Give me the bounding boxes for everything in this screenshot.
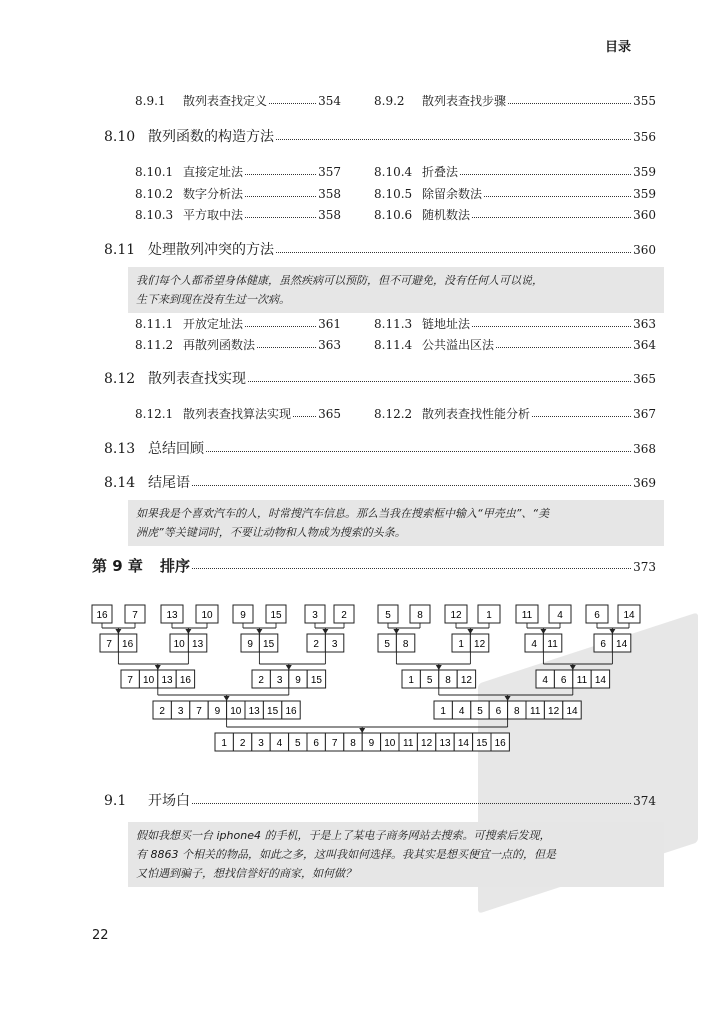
merge-group-l0-6: [305, 605, 325, 623]
array-cell-value: 5: [426, 675, 433, 686]
chapter-note: 我们每个人都希望身体健康，虽然疾病可以预防，但不可避免，没有任何人可以说， 生下来到现在没有生过一次病。: [128, 267, 664, 313]
array-cell-value: 14: [457, 738, 469, 749]
array-cell-value: 10: [384, 738, 396, 749]
toc-entry-8-11-1[interactable]: 8.11.1 开放定址法 361: [135, 317, 341, 331]
toc-entry-8-12-1[interactable]: 8.12.1 散列表查找算法实现 365: [135, 407, 341, 421]
array-cell-value: 2: [258, 675, 264, 686]
array-cell-value: 11: [521, 610, 533, 621]
toc-entry-8-10[interactable]: 8.10 散列函数的构造方法 356: [104, 129, 656, 145]
array-cell-value: 2: [239, 738, 246, 749]
arrow-head: [256, 629, 262, 634]
array-cell-value: 7: [106, 639, 112, 650]
array-cell-value: 9: [247, 639, 253, 650]
array-cell-value: 12: [450, 610, 462, 621]
array-cell-value: 16: [96, 610, 108, 621]
merge-group-l0-12: [516, 605, 538, 623]
array-cell-value: 8: [417, 610, 423, 621]
chapter-note: 假如我想买一台 iphone4 的手机，于是上了某电子商务网站去搜索。可搜索后发现， 有 8863 个相关的物品，如此之多，这叫我如何选择。我其实是想买便宜一点的，但是 又怕遇到骗子，想找信誉好的商家，如何做？: [128, 822, 664, 887]
chapter-note: 如果我是个喜欢汽车的人，时常搜汽车信息。那么当我在搜索框中输入“甲壳虫”、“美 洲虎”等关键词时，不要让动物和人物成为搜索的头条。: [128, 500, 664, 546]
merge-group-l4-0: [215, 733, 509, 751]
merge-group-l2-2: [402, 670, 476, 688]
array-cell-value: 4: [557, 610, 563, 621]
array-cell-value: 7: [132, 610, 138, 621]
array-cell-value: 12: [421, 738, 433, 749]
array-cell-value: 8: [402, 639, 409, 650]
merge-group-l2-0: [121, 670, 195, 688]
merge-group-l1-2: [241, 634, 278, 652]
merge-group-l3-0: [153, 701, 300, 719]
array-cell-value: 15: [310, 675, 322, 686]
merge-group-l0-3: [196, 605, 218, 623]
array-cell-value: 15: [476, 738, 488, 749]
array-cell-value: 11: [547, 639, 558, 650]
toc-entry-8-9-1[interactable]: 8.9.1 散列表查找定义 354: [135, 94, 341, 108]
array-cell-value: 13: [439, 738, 451, 749]
array-cell-value: 5: [384, 639, 390, 650]
array-cell-value: 3: [331, 639, 338, 650]
toc-entry-8-10-5[interactable]: 8.10.5 除留余数法 359: [374, 187, 656, 201]
array-cell-value: 14: [594, 675, 606, 686]
toc-entry-8-10-6[interactable]: 8.10.6 随机数法 360: [374, 208, 656, 222]
merge-group-l2-3: [536, 670, 610, 688]
array-cell-value: 6: [495, 706, 502, 717]
arrow-head: [609, 629, 615, 634]
array-cell-value: 10: [201, 610, 213, 621]
merge-group-l0-9: [410, 605, 430, 623]
arrow-head: [436, 665, 442, 670]
array-cell-value: 8: [445, 675, 451, 686]
array-cell-value: 6: [600, 639, 606, 650]
array-cell-value: 1: [221, 738, 227, 749]
array-cell-value: 5: [477, 706, 483, 717]
toc-entry-8-10-1[interactable]: 8.10.1 直接定址法 357: [135, 165, 341, 179]
array-cell-value: 7: [127, 675, 133, 686]
merge-group-l1-6: [525, 634, 562, 652]
array-cell-value: 11: [576, 675, 588, 686]
merge-group-l0-15: [618, 605, 640, 623]
array-cell-value: 3: [276, 675, 283, 686]
arrow-head: [570, 665, 576, 670]
merge-group-l0-10: [445, 605, 467, 623]
arrow-head: [505, 696, 511, 701]
merge-group-l0-14: [586, 605, 608, 623]
merge-group-l1-5: [452, 634, 489, 652]
toc-entry-9-1[interactable]: 9.1 开场白 374: [104, 793, 656, 809]
array-cell-value: 13: [248, 706, 260, 717]
merge-group-l0-11: [478, 605, 500, 623]
array-cell-value: 6: [313, 738, 319, 749]
array-cell-value: 8: [350, 738, 356, 749]
array-cell-value: 9: [214, 706, 221, 717]
arrow-head: [115, 629, 121, 634]
array-cell-value: 4: [531, 639, 537, 650]
array-cell-value: 1: [408, 675, 414, 686]
merge-group-l2-1: [252, 670, 326, 688]
page-number: 22: [92, 928, 109, 943]
merge-group-l0-7: [334, 605, 354, 623]
array-cell-value: 14: [566, 706, 578, 717]
array-cell-value: 1: [440, 706, 446, 717]
array-cell-value: 10: [173, 639, 185, 650]
merge-group-l0-5: [266, 605, 286, 623]
array-cell-value: 13: [161, 675, 173, 686]
toc-entry-8-11-3[interactable]: 8.11.3 链地址法 363: [374, 317, 656, 331]
array-cell-value: 12: [460, 675, 472, 686]
toc-entry-8-13[interactable]: 8.13 总结回顾 368: [104, 441, 656, 457]
array-cell-value: 12: [474, 639, 486, 650]
merge-group-l0-1: [125, 605, 145, 623]
arrow-head: [224, 696, 230, 701]
toc-entry-8-12[interactable]: 8.12 散列表查找实现 365: [104, 371, 656, 387]
toc-entry-8-9-2[interactable]: 8.9.2 散列表查找步骤 355: [374, 94, 656, 108]
toc-entry-8-10-4[interactable]: 8.10.4 折叠法 359: [374, 165, 656, 179]
arrow-head: [286, 665, 292, 670]
array-cell-value: 13: [166, 610, 178, 621]
array-cell-value: 15: [263, 639, 275, 650]
array-cell-value: 2: [159, 706, 165, 717]
array-cell-value: 6: [560, 675, 567, 686]
array-cell-value: 7: [331, 738, 338, 749]
array-cell-value: 8: [514, 706, 520, 717]
toc-entry-8-11-4[interactable]: 8.11.4 公共溢出区法 364: [374, 338, 656, 352]
array-cell-value: 9: [368, 738, 375, 749]
merge-group-l0-0: [92, 605, 112, 623]
merge-group-l1-0: [100, 634, 137, 652]
array-cell-value: 11: [530, 706, 541, 717]
merge-group-l0-2: [161, 605, 183, 623]
array-cell-value: 12: [548, 706, 560, 717]
array-cell-value: 16: [494, 738, 506, 749]
toc-entry-8-10-2[interactable]: 8.10.2 数字分析法 358: [135, 187, 341, 201]
array-cell-value: 11: [403, 738, 414, 749]
array-cell-value: 5: [385, 610, 391, 621]
array-cell-value: 13: [192, 639, 204, 650]
array-cell-value: 5: [295, 738, 301, 749]
merge-group-l0-8: [378, 605, 398, 623]
arrow-head: [393, 629, 399, 634]
array-cell-value: 15: [270, 610, 282, 621]
merge-group-l1-3: [307, 634, 344, 652]
array-cell-value: 2: [313, 639, 319, 650]
array-cell-value: 3: [177, 706, 184, 717]
array-cell-value: 4: [458, 706, 465, 717]
array-cell-value: 1: [458, 639, 464, 650]
arrow-head: [359, 728, 365, 733]
array-cell-value: 9: [295, 675, 301, 686]
array-cell-value: 10: [143, 675, 155, 686]
array-cell-value: 14: [623, 610, 635, 621]
merge-group-l1-4: [378, 634, 415, 652]
arrow-head: [322, 629, 328, 634]
array-cell-value: 3: [258, 738, 264, 749]
toc-entry-8-14[interactable]: 8.14 结尾语 369: [104, 475, 656, 491]
toc-entry-chapter-9[interactable]: 第 9 章 排序 373: [92, 557, 656, 575]
arrow-head: [155, 665, 161, 670]
array-cell-value: 14: [616, 639, 628, 650]
toc-entry-8-10-3[interactable]: 8.10.3 平方取中法 358: [135, 208, 341, 222]
toc-entry-8-11[interactable]: 8.11 处理散列冲突的方法 360: [104, 242, 656, 258]
array-cell-value: 9: [240, 610, 246, 621]
array-cell-value: 4: [542, 675, 548, 686]
array-cell-value: 10: [230, 706, 242, 717]
running-header: 目录: [604, 40, 631, 55]
array-cell-value: 15: [267, 706, 279, 717]
arrow-head: [540, 629, 546, 634]
arrow-head: [185, 629, 191, 634]
array-cell-value: 1: [486, 610, 492, 621]
array-cell-value: 4: [276, 738, 283, 749]
merge-group-l3-1: [434, 701, 581, 719]
array-cell-value: 16: [285, 706, 297, 717]
array-cell-value: 7: [196, 706, 202, 717]
merge-group-l0-4: [233, 605, 253, 623]
merge-group-l0-13: [549, 605, 571, 623]
arrow-head: [467, 629, 473, 634]
merge-group-l1-7: [594, 634, 631, 652]
toc-entry-8-12-2[interactable]: 8.12.2 散列表查找性能分析 367: [374, 407, 656, 421]
toc-entry-8-11-2[interactable]: 8.11.2 再散列函数法 363: [135, 338, 341, 352]
merge-group-l1-1: [170, 634, 207, 652]
array-cell-value: 3: [312, 610, 318, 621]
array-cell-value: 2: [341, 610, 347, 621]
array-cell-value: 6: [594, 610, 600, 621]
leader-dots: [192, 803, 631, 804]
array-cell-value: 16: [122, 639, 134, 650]
array-cell-value: 16: [179, 675, 191, 686]
